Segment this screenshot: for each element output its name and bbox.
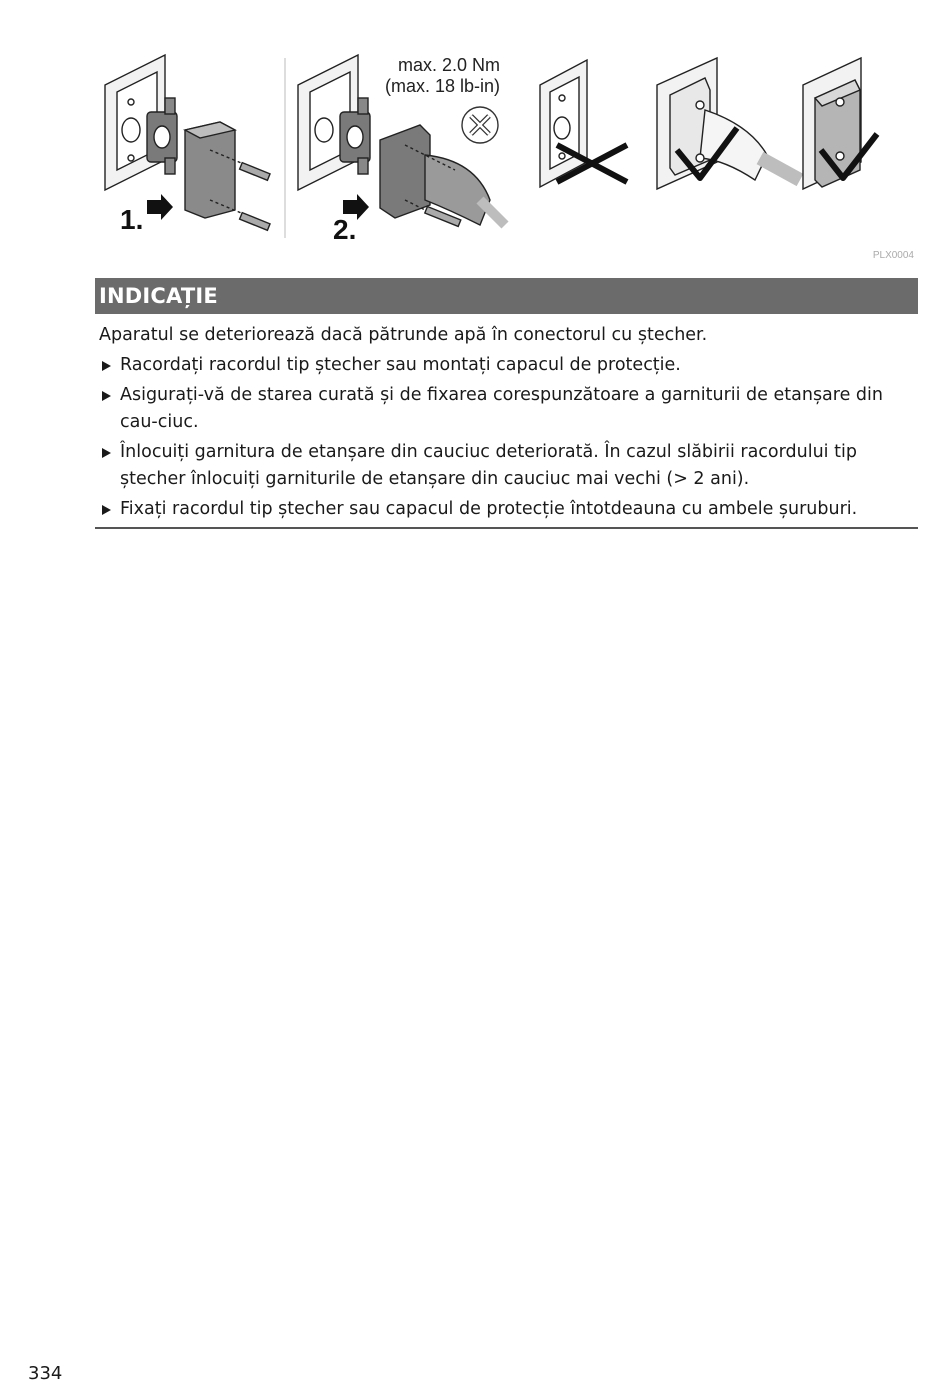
notice-bottom-rule <box>95 527 918 529</box>
torque-lbin: (max. 18 lb-in) <box>384 76 500 96</box>
step-1-label: 1. <box>120 204 144 235</box>
notice-intro: Aparatul se deteriorează dacă pătrunde apă în conectorul cu ștecher. <box>99 325 708 345</box>
torque-nm: max. 2.0 Nm <box>397 55 500 75</box>
bullet-triangle-icon <box>102 448 111 458</box>
figure-code: PLX0004 <box>872 250 914 261</box>
torque-spec <box>357 55 500 97</box>
bullet-triangle-icon <box>102 505 111 515</box>
bullet-triangle-icon <box>102 391 111 401</box>
notice-body <box>99 322 914 526</box>
notice-action-list <box>99 352 914 523</box>
step-2-label: 2. <box>333 214 357 245</box>
notice-heading: INDICAȚIE <box>99 284 218 308</box>
bullet-triangle-icon <box>102 361 111 371</box>
notice-heading-bar <box>95 278 918 314</box>
installation-drawing <box>95 50 920 265</box>
list-item: Asigurați-vă de starea curată și de fixarea corespunzătoare a garniturii de etanșare din cau-ciuc. <box>99 382 914 436</box>
list-item: Racordați racordul tip ștecher sau montați capacul de protecție. <box>99 352 914 379</box>
installation-figure <box>95 50 920 265</box>
page-number: 334 <box>28 1363 63 1384</box>
list-item: Fixați racordul tip ștecher sau capacul de protecție întotdeauna cu ambele șuruburi. <box>99 496 914 523</box>
list-item: Înlocuiți garnitura de etanșare din cauciuc deteriorată. În cazul slăbirii racordului tip ștecher înlocuiți garniturile de etanșare din cauciuc mai vechi (> 2 ani). <box>99 439 914 493</box>
